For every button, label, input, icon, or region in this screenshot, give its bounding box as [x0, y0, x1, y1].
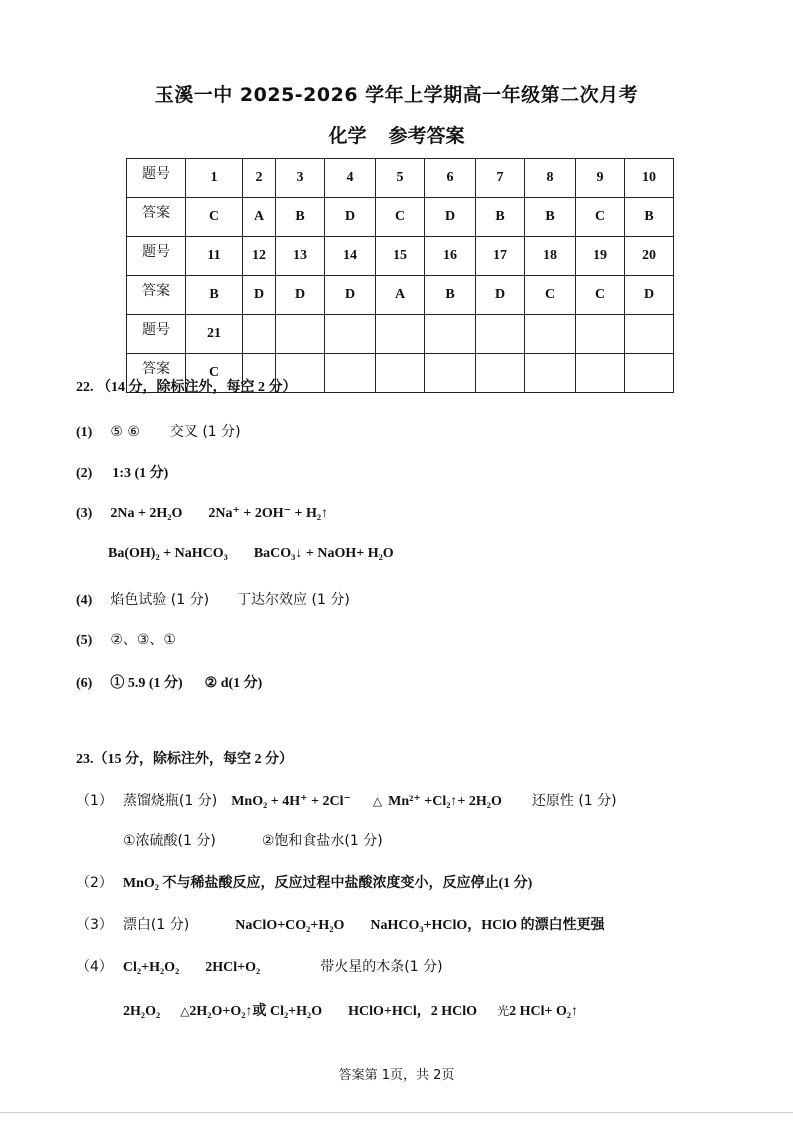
table-cell: 16: [425, 237, 476, 276]
table-cell: 12: [243, 237, 276, 276]
table-cell: [476, 354, 525, 393]
table-cell: 19: [576, 237, 625, 276]
answer-key-label: 参考答案: [388, 125, 465, 147]
table-cell: [325, 315, 376, 354]
row-label: 题号: [127, 315, 186, 354]
q22-part3-eq1: (3) 2Na + 2H₂O 2Na⁺ + 2OH⁻ + H₂↑: [76, 506, 329, 521]
row-label: 答案: [127, 276, 186, 315]
table-cell: 21: [186, 315, 243, 354]
table-cell: C: [576, 198, 625, 237]
table-row: [127, 159, 674, 198]
answer-table: [126, 158, 674, 393]
table-cell: [576, 315, 625, 354]
q23-part4-line2: 2H₂O₂ △2H₂O+O₂↑或 Cl₂+H₂O HClO+HCl，2 HClO 光2 HCl+ O₂↑: [123, 1004, 579, 1019]
table-cell: 15: [376, 237, 425, 276]
q23-part4-line1: （4） Cl₂+H₂O₂ 2HCl+O₂ 带火星的木条(1 分): [76, 959, 443, 975]
table-cell: [376, 354, 425, 393]
subtitle: [0, 121, 793, 148]
table-cell: 3: [276, 159, 325, 198]
table-cell: 9: [576, 159, 625, 198]
q23-heading: 23.（15 分，除标注外，每空 2 分）: [76, 752, 293, 767]
q22-part3-eq2: Ba(OH)₂ + NaHCO₃ BaCO₃↓ + NaOH+ H₂O: [108, 546, 394, 561]
table-cell: D: [625, 276, 674, 315]
table-row: [127, 237, 674, 276]
table-cell: 20: [625, 237, 674, 276]
table-cell: 2: [243, 159, 276, 198]
table-cell: [476, 315, 525, 354]
table-cell: 6: [425, 159, 476, 198]
table-cell: 10: [625, 159, 674, 198]
table-cell: D: [325, 198, 376, 237]
table-cell: C: [186, 198, 243, 237]
table-cell: [625, 354, 674, 393]
q23-part3: （3） 漂白(1 分) NaClO+CO₂+H₂O NaHCO₃+HClO，HClO 的漂白性更强: [76, 917, 605, 933]
table-cell: C: [525, 276, 576, 315]
table-cell: B: [186, 276, 243, 315]
row-label: 答案: [127, 198, 186, 237]
q23-part1-line1: （1） 蒸馏烧瓶(1 分) MnO₂ + 4H⁺ + 2Cl⁻ △ Mn²⁺ +Cl₂↑+ 2H₂O 还原性 (1 分): [76, 793, 617, 809]
exam-title: 玉溪一中 2025-2026 学年上学期高一年级第二次月考: [154, 84, 639, 106]
subject-label: 化学: [328, 125, 367, 147]
footer-divider: [0, 1112, 793, 1113]
table-cell: 13: [276, 237, 325, 276]
table-cell: B: [476, 198, 525, 237]
q23-part1-line2: ①浓硫酸(1 分) ②饱和食盐水(1 分): [123, 833, 383, 849]
table-row: [127, 276, 674, 315]
table-cell: [243, 315, 276, 354]
row-label: 题号: [127, 159, 186, 198]
q22-part6: (6) ① 5.9 (1 分) ② d(1 分): [76, 676, 263, 691]
row-label: 题号: [127, 237, 186, 276]
q22-part2: (2) 1:3 (1 分): [76, 466, 169, 481]
q22-part5: (5) ②、③、①: [76, 632, 176, 648]
table-cell: C: [376, 198, 425, 237]
table-cell: 4: [325, 159, 376, 198]
page-footer: 答案第 1页，共 2页: [338, 1068, 455, 1083]
table-cell: 11: [186, 237, 243, 276]
table-cell: [325, 354, 376, 393]
table-cell: D: [276, 276, 325, 315]
table-cell: 17: [476, 237, 525, 276]
table-cell: [425, 315, 476, 354]
q22-part1: (1) ⑤ ⑥ 交叉 (1 分): [76, 424, 241, 440]
table-cell: 7: [476, 159, 525, 198]
table-cell: A: [376, 276, 425, 315]
table-cell: C: [186, 354, 243, 393]
table-cell: [625, 315, 674, 354]
table-cell: 14: [325, 237, 376, 276]
table-cell: [525, 315, 576, 354]
table-cell: [425, 354, 476, 393]
table-cell: [525, 354, 576, 393]
table-cell: B: [425, 276, 476, 315]
table-cell: B: [276, 198, 325, 237]
table-cell: D: [476, 276, 525, 315]
q22-part4: (4) 焰色试验 (1 分) 丁达尔效应 (1 分): [76, 592, 350, 608]
table-cell: [276, 315, 325, 354]
table-cell: [376, 315, 425, 354]
table-cell: 5: [376, 159, 425, 198]
row-label: 答案: [127, 354, 186, 393]
table-cell: D: [325, 276, 376, 315]
table-cell: B: [625, 198, 674, 237]
table-cell: 8: [525, 159, 576, 198]
table-cell: D: [243, 276, 276, 315]
table-cell: B: [525, 198, 576, 237]
table-row: [127, 315, 674, 354]
q22-heading: 22. （14 分，除标注外，每空 2 分）: [76, 380, 297, 395]
table-cell: [576, 354, 625, 393]
table-cell: A: [243, 198, 276, 237]
table-cell: C: [576, 276, 625, 315]
q23-part2: （2） MnO₂ 不与稀盐酸反应，反应过程中盐酸浓度变小，反应停止(1 分): [76, 875, 533, 891]
table-cell: 18: [525, 237, 576, 276]
table-row: [127, 198, 674, 237]
table-cell: D: [425, 198, 476, 237]
table-cell: 1: [186, 159, 243, 198]
